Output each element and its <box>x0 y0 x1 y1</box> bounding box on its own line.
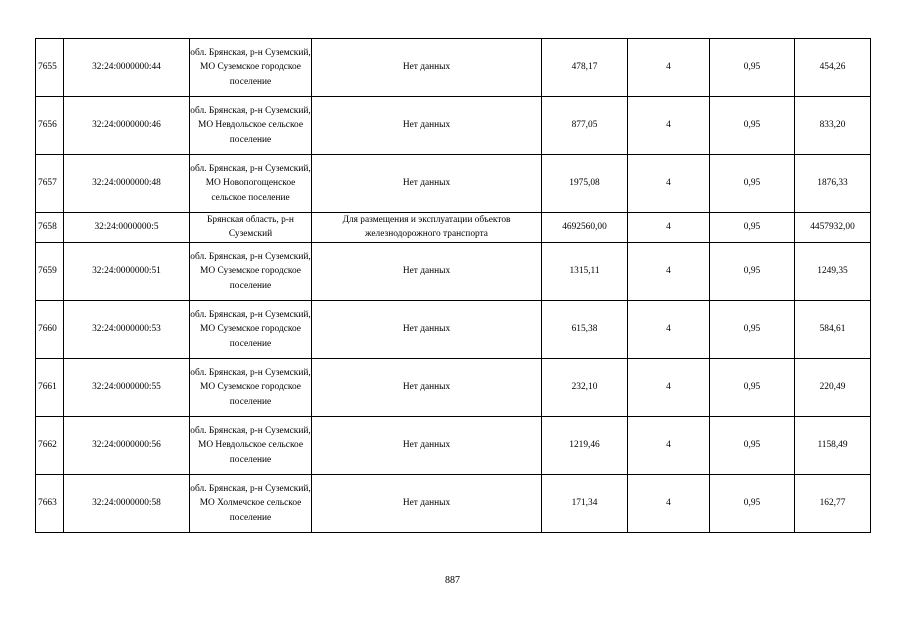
row-number-cell: 7656 <box>36 97 64 155</box>
row-number-cell: 7658 <box>36 213 64 243</box>
group-cell: 4 <box>628 39 710 97</box>
coefficient-cell: 0,95 <box>710 97 795 155</box>
value-cell: 162,77 <box>795 474 871 532</box>
cadastral-number-cell: 32:24:0000000:53 <box>64 300 190 358</box>
group-cell: 4 <box>628 358 710 416</box>
area-cell: 1975,08 <box>542 155 628 213</box>
cadastral-number-cell: 32:24:0000000:56 <box>64 416 190 474</box>
coefficient-cell: 0,95 <box>710 155 795 213</box>
value-cell: 1158,49 <box>795 416 871 474</box>
address-cell: обл. Брянская, р-н Суземский, МО Новопогощенское сельское поселение <box>190 155 312 213</box>
cadastral-table <box>35 38 871 533</box>
area-cell: 478,17 <box>542 39 628 97</box>
table-row <box>36 416 871 474</box>
permitted-use-cell: Нет данных <box>312 300 542 358</box>
row-number-cell: 7655 <box>36 39 64 97</box>
row-number-cell: 7662 <box>36 416 64 474</box>
row-number-cell: 7659 <box>36 242 64 300</box>
value-cell: 454,26 <box>795 39 871 97</box>
value-cell: 584,61 <box>795 300 871 358</box>
permitted-use-cell: Нет данных <box>312 416 542 474</box>
value-cell: 1249,35 <box>795 242 871 300</box>
table-row <box>36 474 871 532</box>
page-number: 887 <box>445 575 460 586</box>
cadastral-number-cell: 32:24:0000000:55 <box>64 358 190 416</box>
address-cell: обл. Брянская, р-н Суземский, МО Суземское городское поселение <box>190 358 312 416</box>
row-number-cell: 7663 <box>36 474 64 532</box>
table-row <box>36 155 871 213</box>
coefficient-cell: 0,95 <box>710 300 795 358</box>
group-cell: 4 <box>628 416 710 474</box>
coefficient-cell: 0,95 <box>710 242 795 300</box>
address-cell: обл. Брянская, р-н Суземский, МО Суземское городское поселение <box>190 300 312 358</box>
area-cell: 1219,46 <box>542 416 628 474</box>
permitted-use-cell: Для размещения и эксплуатации объектов железнодорожного транспорта <box>312 213 542 243</box>
address-cell: обл. Брянская, р-н Суземский, МО Невдольское сельское поселение <box>190 97 312 155</box>
coefficient-cell: 0,95 <box>710 358 795 416</box>
address-cell: обл. Брянская, р-н Суземский, МО Суземское городское поселение <box>190 39 312 97</box>
group-cell: 4 <box>628 213 710 243</box>
permitted-use-cell: Нет данных <box>312 97 542 155</box>
permitted-use-cell: Нет данных <box>312 358 542 416</box>
value-cell: 4457932,00 <box>795 213 871 243</box>
area-cell: 615,38 <box>542 300 628 358</box>
value-cell: 220,49 <box>795 358 871 416</box>
address-cell: Брянская область, р-н Суземский <box>190 213 312 243</box>
permitted-use-cell: Нет данных <box>312 155 542 213</box>
value-cell: 833,20 <box>795 97 871 155</box>
cadastral-number-cell: 32:24:0000000:46 <box>64 97 190 155</box>
area-cell: 4692560,00 <box>542 213 628 243</box>
cadastral-number-cell: 32:24:0000000:58 <box>64 474 190 532</box>
area-cell: 877,05 <box>542 97 628 155</box>
row-number-cell: 7660 <box>36 300 64 358</box>
group-cell: 4 <box>628 242 710 300</box>
cadastral-number-cell: 32:24:0000000:5 <box>64 213 190 243</box>
address-cell: обл. Брянская, р-н Суземский, МО Холмечское сельское поселение <box>190 474 312 532</box>
table-body <box>36 39 871 533</box>
permitted-use-cell: Нет данных <box>312 474 542 532</box>
coefficient-cell: 0,95 <box>710 416 795 474</box>
group-cell: 4 <box>628 474 710 532</box>
permitted-use-cell: Нет данных <box>312 39 542 97</box>
group-cell: 4 <box>628 155 710 213</box>
value-cell: 1876,33 <box>795 155 871 213</box>
group-cell: 4 <box>628 97 710 155</box>
table-row <box>36 300 871 358</box>
cadastral-number-cell: 32:24:0000000:48 <box>64 155 190 213</box>
table-row <box>36 39 871 97</box>
coefficient-cell: 0,95 <box>710 39 795 97</box>
permitted-use-cell: Нет данных <box>312 242 542 300</box>
cadastral-number-cell: 32:24:0000000:44 <box>64 39 190 97</box>
table-row <box>36 358 871 416</box>
row-number-cell: 7657 <box>36 155 64 213</box>
address-cell: обл. Брянская, р-н Суземский, МО Суземское городское поселение <box>190 242 312 300</box>
group-cell: 4 <box>628 300 710 358</box>
table-row <box>36 97 871 155</box>
area-cell: 1315,11 <box>542 242 628 300</box>
coefficient-cell: 0,95 <box>710 474 795 532</box>
area-cell: 171,34 <box>542 474 628 532</box>
table-row <box>36 242 871 300</box>
table-row <box>36 213 871 243</box>
cadastral-number-cell: 32:24:0000000:51 <box>64 242 190 300</box>
area-cell: 232,10 <box>542 358 628 416</box>
coefficient-cell: 0,95 <box>710 213 795 243</box>
address-cell: обл. Брянская, р-н Суземский, МО Невдольское сельское поселение <box>190 416 312 474</box>
row-number-cell: 7661 <box>36 358 64 416</box>
